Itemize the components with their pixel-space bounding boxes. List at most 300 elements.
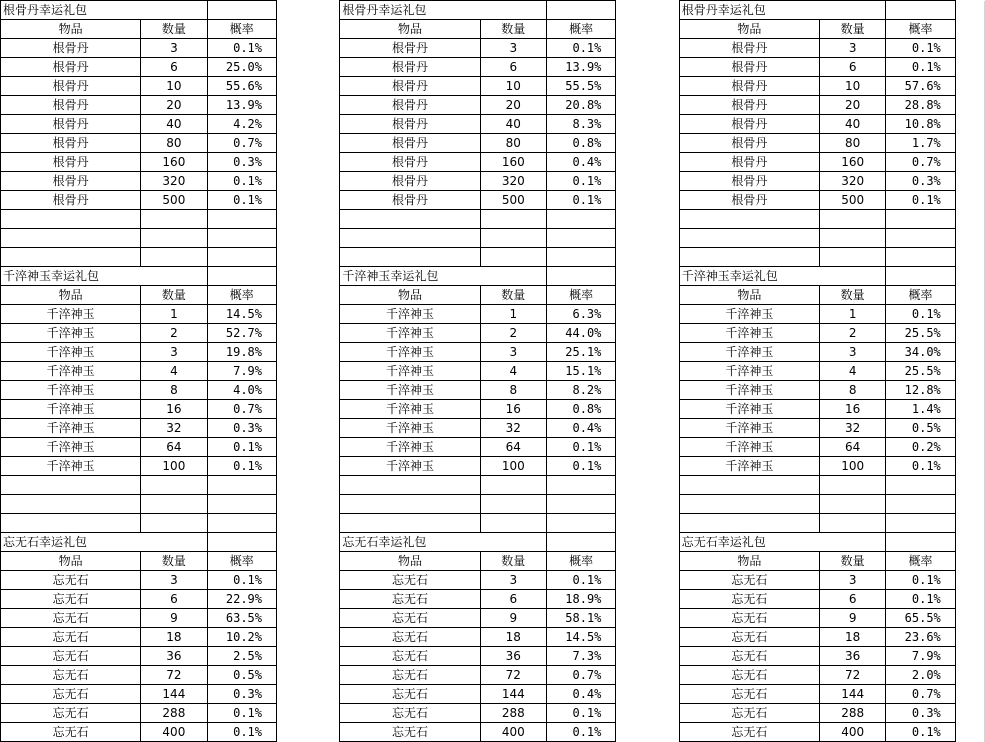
quantity-cell[interactable]: 320: [480, 172, 546, 191]
empty-cell[interactable]: [616, 590, 679, 609]
quantity-cell[interactable]: 16: [480, 400, 546, 419]
quantity-cell[interactable]: 40: [480, 115, 546, 134]
item-cell[interactable]: 根骨丹: [340, 77, 480, 96]
probability-cell[interactable]: 4.0%: [207, 381, 276, 400]
column-header-prob[interactable]: 概率: [886, 286, 955, 305]
empty-cell[interactable]: [1, 210, 141, 229]
empty-cell[interactable]: [886, 495, 955, 514]
quantity-cell[interactable]: 72: [480, 666, 546, 685]
empty-cell[interactable]: [616, 457, 679, 476]
quantity-cell[interactable]: 18: [141, 628, 207, 647]
quantity-cell[interactable]: 8: [820, 381, 886, 400]
column-header-prob[interactable]: 概率: [207, 286, 276, 305]
empty-cell[interactable]: [141, 210, 207, 229]
empty-cell[interactable]: [277, 571, 340, 590]
empty-cell[interactable]: [277, 305, 340, 324]
probability-cell[interactable]: 23.6%: [886, 628, 955, 647]
empty-cell[interactable]: [277, 476, 340, 495]
quantity-cell[interactable]: 3: [820, 571, 886, 590]
empty-cell[interactable]: [546, 1, 615, 20]
empty-cell[interactable]: [480, 229, 546, 248]
probability-cell[interactable]: 0.1%: [207, 172, 276, 191]
probability-cell[interactable]: 0.1%: [207, 39, 276, 58]
quantity-cell[interactable]: 10: [141, 77, 207, 96]
quantity-cell[interactable]: 6: [141, 590, 207, 609]
probability-cell[interactable]: 0.1%: [886, 39, 955, 58]
empty-cell[interactable]: [277, 77, 340, 96]
probability-cell[interactable]: 2.5%: [207, 647, 276, 666]
empty-cell[interactable]: [820, 248, 886, 267]
quantity-cell[interactable]: 4: [820, 362, 886, 381]
empty-cell[interactable]: [340, 495, 480, 514]
quantity-cell[interactable]: 16: [820, 400, 886, 419]
quantity-cell[interactable]: 36: [141, 647, 207, 666]
empty-cell[interactable]: [820, 229, 886, 248]
item-cell[interactable]: 千淬神玉: [1, 400, 141, 419]
column-header-qty[interactable]: 数量: [141, 286, 207, 305]
quantity-cell[interactable]: 8: [480, 381, 546, 400]
empty-cell[interactable]: [277, 248, 340, 267]
probability-cell[interactable]: 0.7%: [546, 666, 615, 685]
quantity-cell[interactable]: 3: [141, 39, 207, 58]
item-cell[interactable]: 根骨丹: [1, 39, 141, 58]
empty-cell[interactable]: [480, 267, 546, 286]
item-cell[interactable]: 忘无石: [679, 685, 819, 704]
empty-cell[interactable]: [480, 514, 546, 533]
column-header-prob[interactable]: 概率: [886, 20, 955, 39]
empty-cell[interactable]: [820, 476, 886, 495]
probability-cell[interactable]: 34.0%: [886, 343, 955, 362]
empty-cell[interactable]: [820, 514, 886, 533]
empty-cell[interactable]: [955, 58, 984, 77]
item-cell[interactable]: 忘无石: [679, 628, 819, 647]
probability-cell[interactable]: 0.1%: [546, 723, 615, 742]
empty-cell[interactable]: [207, 267, 276, 286]
quantity-cell[interactable]: 400: [820, 723, 886, 742]
empty-cell[interactable]: [820, 1, 886, 20]
item-cell[interactable]: 根骨丹: [679, 191, 819, 210]
probability-cell[interactable]: 6.3%: [546, 305, 615, 324]
quantity-cell[interactable]: 3: [820, 343, 886, 362]
empty-cell[interactable]: [616, 286, 679, 305]
item-cell[interactable]: 千淬神玉: [340, 457, 480, 476]
probability-cell[interactable]: 7.9%: [207, 362, 276, 381]
column-header-item[interactable]: 物品: [340, 286, 480, 305]
empty-cell[interactable]: [277, 723, 340, 742]
item-cell[interactable]: 千淬神玉: [1, 457, 141, 476]
empty-cell[interactable]: [886, 248, 955, 267]
quantity-cell[interactable]: 64: [480, 438, 546, 457]
empty-cell[interactable]: [955, 229, 984, 248]
empty-cell[interactable]: [277, 362, 340, 381]
probability-cell[interactable]: 0.3%: [207, 419, 276, 438]
probability-cell[interactable]: 22.9%: [207, 590, 276, 609]
empty-cell[interactable]: [616, 704, 679, 723]
quantity-cell[interactable]: 144: [820, 685, 886, 704]
empty-cell[interactable]: [679, 495, 819, 514]
empty-cell[interactable]: [616, 134, 679, 153]
item-cell[interactable]: 忘无石: [340, 571, 480, 590]
empty-cell[interactable]: [141, 1, 207, 20]
column-header-prob[interactable]: 概率: [886, 552, 955, 571]
empty-cell[interactable]: [546, 229, 615, 248]
empty-cell[interactable]: [480, 533, 546, 552]
quantity-cell[interactable]: 2: [480, 324, 546, 343]
quantity-cell[interactable]: 9: [480, 609, 546, 628]
empty-cell[interactable]: [616, 685, 679, 704]
quantity-cell[interactable]: 80: [820, 134, 886, 153]
probability-cell[interactable]: 13.9%: [546, 58, 615, 77]
empty-cell[interactable]: [679, 210, 819, 229]
item-cell[interactable]: 忘无石: [679, 571, 819, 590]
empty-cell[interactable]: [616, 20, 679, 39]
quantity-cell[interactable]: 8: [141, 381, 207, 400]
empty-cell[interactable]: [955, 438, 984, 457]
probability-cell[interactable]: 0.4%: [546, 153, 615, 172]
empty-cell[interactable]: [955, 172, 984, 191]
probability-cell[interactable]: 10.8%: [886, 115, 955, 134]
pack-title[interactable]: 忘无石幸运礼包: [340, 533, 480, 552]
empty-cell[interactable]: [616, 324, 679, 343]
empty-cell[interactable]: [616, 362, 679, 381]
quantity-cell[interactable]: 72: [820, 666, 886, 685]
empty-cell[interactable]: [955, 77, 984, 96]
empty-cell[interactable]: [955, 286, 984, 305]
quantity-cell[interactable]: 144: [480, 685, 546, 704]
empty-cell[interactable]: [616, 96, 679, 115]
empty-cell[interactable]: [616, 419, 679, 438]
column-header-qty[interactable]: 数量: [820, 552, 886, 571]
probability-cell[interactable]: 25.1%: [546, 343, 615, 362]
empty-cell[interactable]: [277, 229, 340, 248]
item-cell[interactable]: 根骨丹: [1, 191, 141, 210]
column-header-item[interactable]: 物品: [679, 552, 819, 571]
empty-cell[interactable]: [616, 552, 679, 571]
item-cell[interactable]: 根骨丹: [679, 115, 819, 134]
probability-cell[interactable]: 0.8%: [546, 134, 615, 153]
empty-cell[interactable]: [480, 495, 546, 514]
item-cell[interactable]: 忘无石: [679, 590, 819, 609]
empty-cell[interactable]: [616, 343, 679, 362]
quantity-cell[interactable]: 4: [141, 362, 207, 381]
item-cell[interactable]: 忘无石: [340, 704, 480, 723]
empty-cell[interactable]: [277, 343, 340, 362]
empty-cell[interactable]: [277, 590, 340, 609]
item-cell[interactable]: 千淬神玉: [679, 381, 819, 400]
empty-cell[interactable]: [886, 267, 955, 286]
quantity-cell[interactable]: 6: [141, 58, 207, 77]
empty-cell[interactable]: [141, 229, 207, 248]
empty-cell[interactable]: [955, 39, 984, 58]
empty-cell[interactable]: [277, 96, 340, 115]
quantity-cell[interactable]: 400: [141, 723, 207, 742]
empty-cell[interactable]: [277, 495, 340, 514]
empty-cell[interactable]: [340, 514, 480, 533]
probability-cell[interactable]: 0.1%: [207, 457, 276, 476]
empty-cell[interactable]: [546, 514, 615, 533]
empty-cell[interactable]: [955, 704, 984, 723]
empty-cell[interactable]: [616, 77, 679, 96]
column-header-item[interactable]: 物品: [340, 20, 480, 39]
column-header-item[interactable]: 物品: [679, 20, 819, 39]
empty-cell[interactable]: [820, 495, 886, 514]
column-header-item[interactable]: 物品: [1, 20, 141, 39]
empty-cell[interactable]: [616, 305, 679, 324]
probability-cell[interactable]: 52.7%: [207, 324, 276, 343]
empty-cell[interactable]: [616, 476, 679, 495]
quantity-cell[interactable]: 100: [480, 457, 546, 476]
quantity-cell[interactable]: 6: [820, 58, 886, 77]
column-header-qty[interactable]: 数量: [141, 20, 207, 39]
empty-cell[interactable]: [546, 533, 615, 552]
item-cell[interactable]: 忘无石: [340, 628, 480, 647]
empty-cell[interactable]: [616, 723, 679, 742]
quantity-cell[interactable]: 3: [480, 39, 546, 58]
item-cell[interactable]: 忘无石: [340, 685, 480, 704]
column-header-prob[interactable]: 概率: [546, 552, 615, 571]
probability-cell[interactable]: 0.8%: [546, 400, 615, 419]
empty-cell[interactable]: [955, 381, 984, 400]
quantity-cell[interactable]: 1: [141, 305, 207, 324]
column-header-prob[interactable]: 概率: [207, 20, 276, 39]
empty-cell[interactable]: [141, 248, 207, 267]
empty-cell[interactable]: [955, 1, 984, 20]
probability-cell[interactable]: 0.1%: [546, 457, 615, 476]
empty-cell[interactable]: [955, 267, 984, 286]
empty-cell[interactable]: [277, 172, 340, 191]
probability-cell[interactable]: 57.6%: [886, 77, 955, 96]
empty-cell[interactable]: [955, 552, 984, 571]
empty-cell[interactable]: [277, 1, 340, 20]
empty-cell[interactable]: [820, 533, 886, 552]
item-cell[interactable]: 忘无石: [679, 666, 819, 685]
empty-cell[interactable]: [886, 476, 955, 495]
item-cell[interactable]: 根骨丹: [340, 134, 480, 153]
empty-cell[interactable]: [886, 229, 955, 248]
quantity-cell[interactable]: 500: [480, 191, 546, 210]
item-cell[interactable]: 千淬神玉: [679, 362, 819, 381]
item-cell[interactable]: 根骨丹: [679, 134, 819, 153]
empty-cell[interactable]: [886, 1, 955, 20]
quantity-cell[interactable]: 500: [141, 191, 207, 210]
item-cell[interactable]: 忘无石: [1, 685, 141, 704]
probability-cell[interactable]: 0.1%: [207, 704, 276, 723]
empty-cell[interactable]: [955, 191, 984, 210]
column-header-prob[interactable]: 概率: [546, 286, 615, 305]
column-header-item[interactable]: 物品: [679, 286, 819, 305]
item-cell[interactable]: 根骨丹: [1, 134, 141, 153]
empty-cell[interactable]: [277, 58, 340, 77]
empty-cell[interactable]: [277, 666, 340, 685]
probability-cell[interactable]: 10.2%: [207, 628, 276, 647]
pack-title[interactable]: 忘无石幸运礼包: [1, 533, 141, 552]
empty-cell[interactable]: [207, 514, 276, 533]
probability-cell[interactable]: 0.2%: [886, 438, 955, 457]
item-cell[interactable]: 千淬神玉: [340, 381, 480, 400]
probability-cell[interactable]: 25.5%: [886, 324, 955, 343]
column-header-item[interactable]: 物品: [1, 286, 141, 305]
quantity-cell[interactable]: 18: [480, 628, 546, 647]
empty-cell[interactable]: [277, 685, 340, 704]
quantity-cell[interactable]: 6: [480, 590, 546, 609]
item-cell[interactable]: 忘无石: [679, 647, 819, 666]
empty-cell[interactable]: [1, 248, 141, 267]
empty-cell[interactable]: [679, 229, 819, 248]
quantity-cell[interactable]: 288: [480, 704, 546, 723]
empty-cell[interactable]: [955, 495, 984, 514]
empty-cell[interactable]: [480, 1, 546, 20]
item-cell[interactable]: 千淬神玉: [679, 438, 819, 457]
quantity-cell[interactable]: 9: [820, 609, 886, 628]
quantity-cell[interactable]: 36: [820, 647, 886, 666]
empty-cell[interactable]: [616, 229, 679, 248]
empty-cell[interactable]: [955, 647, 984, 666]
empty-cell[interactable]: [207, 248, 276, 267]
probability-cell[interactable]: 0.1%: [886, 191, 955, 210]
empty-cell[interactable]: [955, 419, 984, 438]
empty-cell[interactable]: [679, 248, 819, 267]
probability-cell[interactable]: 14.5%: [207, 305, 276, 324]
empty-cell[interactable]: [616, 191, 679, 210]
item-cell[interactable]: 根骨丹: [679, 77, 819, 96]
pack-title[interactable]: 根骨丹幸运礼包: [1, 1, 141, 20]
empty-cell[interactable]: [277, 115, 340, 134]
probability-cell[interactable]: 44.0%: [546, 324, 615, 343]
empty-cell[interactable]: [616, 495, 679, 514]
quantity-cell[interactable]: 288: [820, 704, 886, 723]
probability-cell[interactable]: 0.1%: [886, 58, 955, 77]
quantity-cell[interactable]: 160: [480, 153, 546, 172]
item-cell[interactable]: 忘无石: [340, 647, 480, 666]
item-cell[interactable]: 根骨丹: [679, 172, 819, 191]
quantity-cell[interactable]: 2: [141, 324, 207, 343]
empty-cell[interactable]: [679, 476, 819, 495]
quantity-cell[interactable]: 400: [480, 723, 546, 742]
item-cell[interactable]: 根骨丹: [340, 191, 480, 210]
quantity-cell[interactable]: 3: [141, 571, 207, 590]
column-header-qty[interactable]: 数量: [480, 552, 546, 571]
empty-cell[interactable]: [955, 305, 984, 324]
empty-cell[interactable]: [616, 39, 679, 58]
quantity-cell[interactable]: 3: [141, 343, 207, 362]
item-cell[interactable]: 千淬神玉: [679, 419, 819, 438]
probability-cell[interactable]: 1.7%: [886, 134, 955, 153]
item-cell[interactable]: 根骨丹: [340, 153, 480, 172]
empty-cell[interactable]: [1, 495, 141, 514]
empty-cell[interactable]: [616, 210, 679, 229]
probability-cell[interactable]: 58.1%: [546, 609, 615, 628]
quantity-cell[interactable]: 16: [141, 400, 207, 419]
empty-cell[interactable]: [277, 419, 340, 438]
quantity-cell[interactable]: 3: [480, 343, 546, 362]
quantity-cell[interactable]: 20: [141, 96, 207, 115]
quantity-cell[interactable]: 10: [820, 77, 886, 96]
empty-cell[interactable]: [616, 647, 679, 666]
empty-cell[interactable]: [955, 628, 984, 647]
pack-title[interactable]: 千淬神玉幸运礼包: [679, 267, 819, 286]
probability-cell[interactable]: 28.8%: [886, 96, 955, 115]
item-cell[interactable]: 千淬神玉: [679, 324, 819, 343]
empty-cell[interactable]: [955, 666, 984, 685]
empty-cell[interactable]: [886, 514, 955, 533]
empty-cell[interactable]: [141, 533, 207, 552]
item-cell[interactable]: 根骨丹: [340, 115, 480, 134]
empty-cell[interactable]: [955, 476, 984, 495]
empty-cell[interactable]: [277, 533, 340, 552]
empty-cell[interactable]: [955, 343, 984, 362]
probability-cell[interactable]: 0.1%: [886, 457, 955, 476]
column-header-qty[interactable]: 数量: [820, 20, 886, 39]
probability-cell[interactable]: 0.3%: [207, 685, 276, 704]
item-cell[interactable]: 根骨丹: [1, 153, 141, 172]
empty-cell[interactable]: [277, 704, 340, 723]
pack-title[interactable]: 根骨丹幸运礼包: [679, 1, 819, 20]
empty-cell[interactable]: [480, 476, 546, 495]
item-cell[interactable]: 根骨丹: [340, 39, 480, 58]
quantity-cell[interactable]: 80: [141, 134, 207, 153]
item-cell[interactable]: 忘无石: [679, 723, 819, 742]
probability-cell[interactable]: 0.1%: [886, 571, 955, 590]
item-cell[interactable]: 千淬神玉: [340, 324, 480, 343]
probability-cell[interactable]: 0.5%: [207, 666, 276, 685]
item-cell[interactable]: 千淬神玉: [340, 305, 480, 324]
probability-cell[interactable]: 14.5%: [546, 628, 615, 647]
quantity-cell[interactable]: 320: [820, 172, 886, 191]
empty-cell[interactable]: [955, 248, 984, 267]
empty-cell[interactable]: [340, 210, 480, 229]
empty-cell[interactable]: [616, 172, 679, 191]
probability-cell[interactable]: 0.7%: [207, 134, 276, 153]
quantity-cell[interactable]: 320: [141, 172, 207, 191]
empty-cell[interactable]: [480, 248, 546, 267]
empty-cell[interactable]: [340, 476, 480, 495]
item-cell[interactable]: 忘无石: [1, 723, 141, 742]
empty-cell[interactable]: [546, 476, 615, 495]
item-cell[interactable]: 忘无石: [340, 666, 480, 685]
empty-cell[interactable]: [277, 400, 340, 419]
item-cell[interactable]: 忘无石: [679, 704, 819, 723]
probability-cell[interactable]: 25.5%: [886, 362, 955, 381]
quantity-cell[interactable]: 40: [820, 115, 886, 134]
quantity-cell[interactable]: 288: [141, 704, 207, 723]
quantity-cell[interactable]: 500: [820, 191, 886, 210]
empty-cell[interactable]: [546, 267, 615, 286]
probability-cell[interactable]: 0.1%: [546, 571, 615, 590]
empty-cell[interactable]: [616, 609, 679, 628]
empty-cell[interactable]: [616, 514, 679, 533]
empty-cell[interactable]: [955, 533, 984, 552]
empty-cell[interactable]: [207, 210, 276, 229]
empty-cell[interactable]: [1, 229, 141, 248]
empty-cell[interactable]: [1, 476, 141, 495]
empty-cell[interactable]: [886, 210, 955, 229]
probability-cell[interactable]: 0.1%: [207, 571, 276, 590]
quantity-cell[interactable]: 9: [141, 609, 207, 628]
quantity-cell[interactable]: 100: [141, 457, 207, 476]
probability-cell[interactable]: 4.2%: [207, 115, 276, 134]
empty-cell[interactable]: [955, 514, 984, 533]
empty-cell[interactable]: [546, 210, 615, 229]
empty-cell[interactable]: [340, 229, 480, 248]
empty-cell[interactable]: [955, 362, 984, 381]
probability-cell[interactable]: 20.8%: [546, 96, 615, 115]
probability-cell[interactable]: 0.1%: [546, 39, 615, 58]
quantity-cell[interactable]: 3: [820, 39, 886, 58]
item-cell[interactable]: 忘无石: [1, 666, 141, 685]
empty-cell[interactable]: [955, 324, 984, 343]
column-header-qty[interactable]: 数量: [480, 286, 546, 305]
empty-cell[interactable]: [277, 381, 340, 400]
